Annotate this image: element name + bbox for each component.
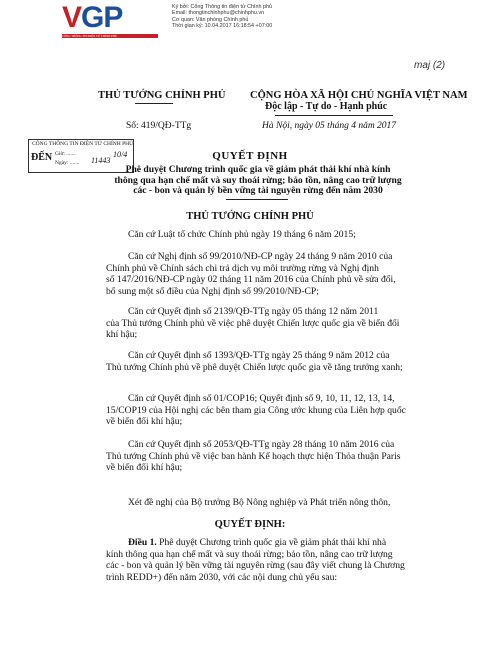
signature-signer: Ký bởi: Cổng Thông tin điện tử Chính phủ [172, 4, 272, 10]
vgp-logo: VGP [62, 1, 123, 34]
article-label: Điều 1. [128, 537, 157, 548]
preamble-paragraph [106, 251, 434, 297]
agency-underline [135, 103, 173, 104]
authority-heading: THỦ TƯỚNG CHÍNH PHỦ [186, 211, 314, 222]
paragraph-line: khí hậu; [106, 329, 138, 341]
preamble-paragraph [106, 393, 434, 428]
paragraph-line: Căn cứ Quyết định số 1393/QĐ-TTg ngày 25 tháng 9 năm 2012 của [128, 350, 390, 361]
paragraph-line: trình REDD+) đến năm 2030, với các nội dung chủ yếu sau: [106, 571, 338, 583]
article-1 [106, 537, 434, 583]
motto-underline [275, 115, 393, 116]
paragraph-line [106, 537, 434, 549]
preamble-paragraph [106, 306, 434, 341]
stamp-den-label: ĐẾN [31, 152, 53, 163]
paragraph-line: Căn cứ Nghị định số 99/2010/NĐ-CP ngày 24 tháng 9 năm 2010 của [128, 251, 393, 262]
paragraph-line: bổ sung một số điều của Nghị định số 99/2010/NĐ-CP; [106, 285, 319, 297]
paragraph-line: Căn cứ Quyết định số 2139/QĐ-TTg ngày 05 tháng 12 năm 2011 [128, 306, 379, 317]
article-text: Phê duyệt Chương trình quốc gia về giảm phát thải khí nhà [156, 537, 387, 548]
paragraph-line: về biến đổi khí hậu; [106, 416, 183, 428]
digital-signature-info [172, 4, 322, 30]
paragraph-line: Chính phủ về Chính sách chi trả dịch vụ môi trường rừng và Nghị định [106, 262, 379, 274]
paragraph-line: Thủ tướng Chính phủ về phê duyệt Chiến lược quốc gia về tăng trưởng xanh; [106, 361, 403, 373]
stamp-header: CÔNG THÔNG TIN ĐIỆN TỬ CHÍNH PHỦ [32, 141, 134, 147]
signature-email: Email: thongtinchinhphu@chinhphu.vn [172, 10, 265, 17]
signature-time: Thời gian ký: 10.04.2017 16:18:54 +07:00 [172, 23, 273, 30]
document-title: QUYẾT ĐỊNH [212, 150, 288, 162]
paragraph-line: Căn cứ Quyết định số 01/COP16; Quyết định số 9, 10, 11, 12, 13, 14, [128, 393, 395, 404]
paragraph-line: các - bon và quản lý bền vững tài nguyên rừng (sau đây viết chung là Chương [106, 560, 405, 572]
paragraph-line: của Thủ tướng Chính phủ về việc phê duyệt Chiến lược quốc gia về biến đổi [106, 317, 400, 329]
document-number: Số: 419/QĐ-TTg [126, 121, 192, 131]
paragraph-line: 15/COP19 của Hội nghị các bên tham gia Công ước khung của Liên hợp quốc [106, 404, 406, 416]
stamp-handwritten-date: 10/4 [113, 150, 128, 159]
document-subtitle [108, 165, 408, 197]
preamble-paragraph [106, 350, 434, 373]
stamp-date: Ngày: ....... [55, 160, 80, 166]
vgp-logo-tagline: CỔNG THÔNG TIN ĐIỆN TỬ CHÍNH PHỦ [62, 34, 158, 38]
country-name: CỘNG HÒA XÃ HỘI CHỦ NGHĨA VIỆT NAM [250, 90, 468, 101]
decision-heading: QUYẾT ĐỊNH: [214, 519, 286, 530]
paragraph-line: số 147/2016/NĐ-CP ngày 02 tháng 11 năm 2016 của Chính phủ về sửa đổi, [106, 274, 396, 286]
preamble-paragraph [106, 439, 434, 474]
subtitle-line: thông qua hạn chế mất và suy thoái rừng; bảo tồn, nâng cao trữ lượng [114, 174, 402, 186]
handwritten-page-mark: maj (2) [414, 60, 446, 71]
subtitle-underline [226, 199, 288, 200]
subtitle-line: các - bon và quản lý bền vững tài nguyên rừng đến năm 2030 [133, 185, 383, 196]
place-and-date: Hà Nội, ngày 05 tháng 4 năm 2017 [262, 121, 397, 131]
paragraph-line: Căn cứ Quyết định số 2053/QĐ-TTg ngày 28 tháng 10 năm 2016 của [128, 439, 395, 450]
paragraph-line: Thủ tướng Chính phủ về việc ban hành Kế hoạch thực hiện Thỏa thuận Paris [106, 450, 401, 462]
preamble-paragraph [106, 497, 434, 509]
issuing-agency: THỦ TƯỚNG CHÍNH PHỦ [98, 90, 226, 101]
paragraph-line: kính thông qua hạn chế mất và suy thoái rừng; bảo tồn, nâng cao trữ lượng [106, 548, 393, 560]
subtitle-line: Phê duyệt Chương trình quốc gia về giảm phát thải khí nhà kính [125, 164, 391, 175]
signature-agency: Cơ quan: Văn phòng Chính phủ [172, 16, 249, 23]
stamp-time: Giờ: ....... [55, 151, 76, 157]
preamble-paragraph [106, 229, 434, 241]
paragraph-line: Căn cứ Luật tổ chức Chính phủ ngày 19 tháng 6 năm 2015; [128, 229, 356, 240]
paragraph-line: Xét đề nghị của Bộ trưởng Bộ Nông nghiệp và Phát triển nông thôn, [128, 497, 391, 508]
national-motto: Độc lập - Tự do - Hạnh phúc [265, 101, 388, 112]
paragraph-line: về biến đổi khí hậu; [106, 462, 183, 474]
stamp-number: 11443 [91, 156, 111, 165]
